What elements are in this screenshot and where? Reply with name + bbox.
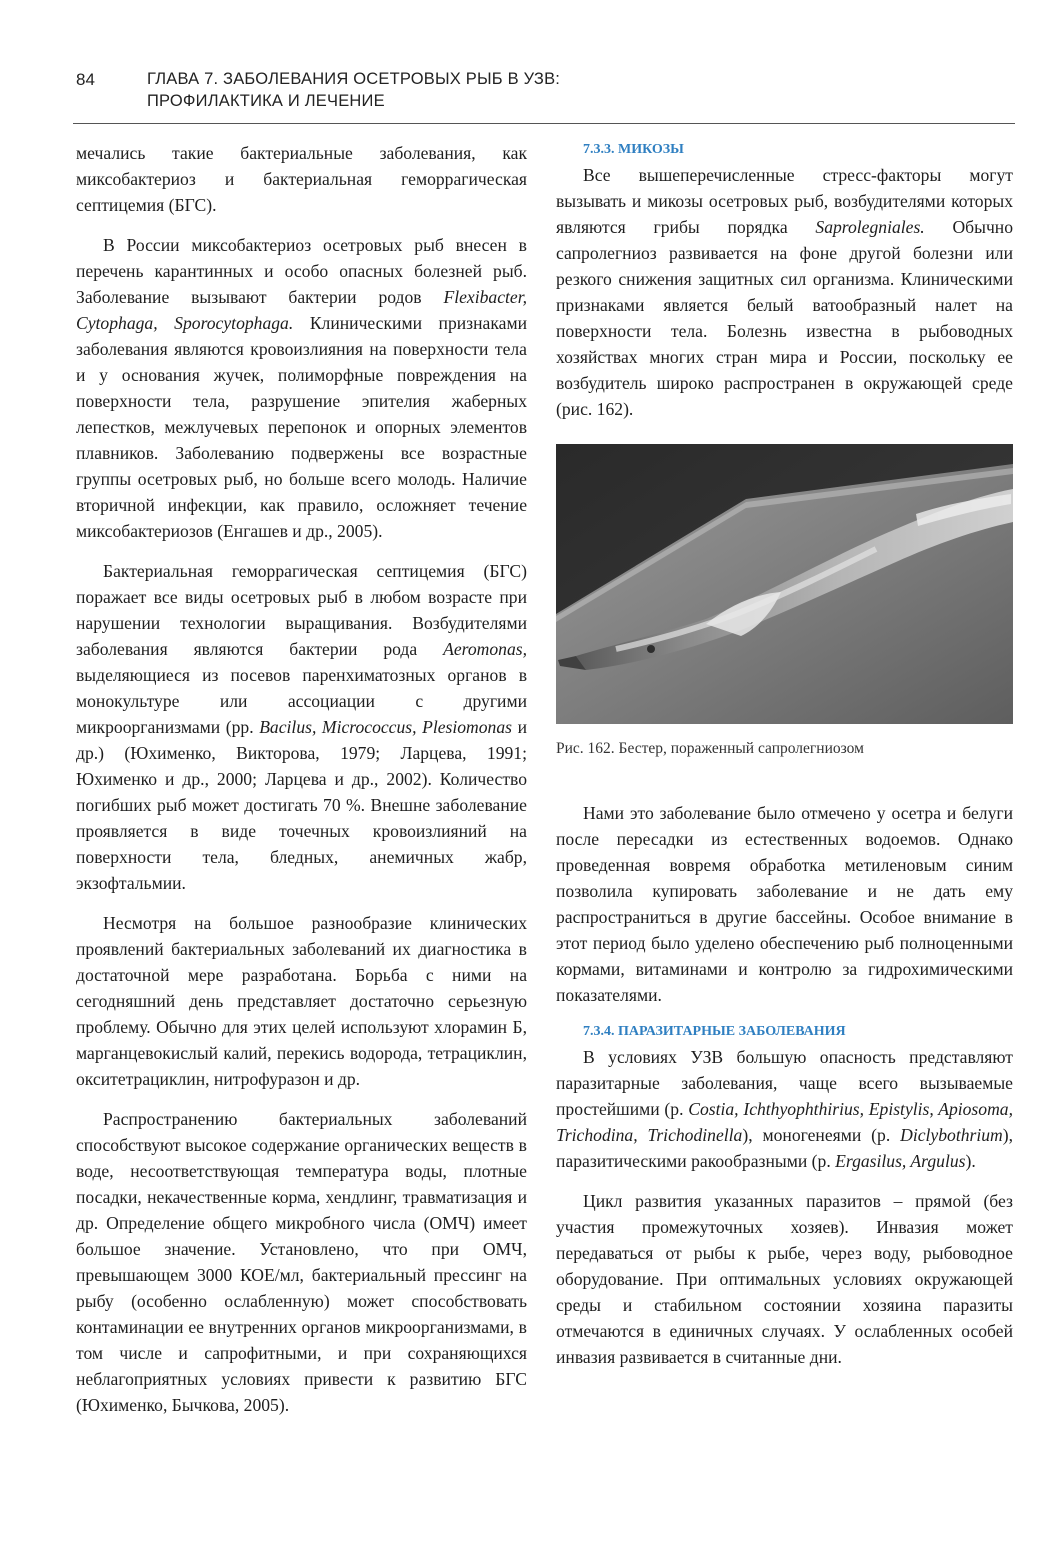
order-italic: Saprolegniales. <box>815 217 925 237</box>
section-heading-mycoses: 7.3.3. МИКОЗЫ <box>583 142 684 157</box>
paragraph-spread-factors: Распространению бактериальных заболеваний способствуют высокое содержание органических веществ в воде, несоответствующая температура воды, плотные посадки, некачественные корма, хендлинг, травматизация и др. Определение общего микробного числа (ОМЧ) имеет большое значение. Установлено, что при ОМЧ, превышающем 3000 КОЕ/мл, бактериальный прессинг на рыбу (особенно ослабленную) может способствовать контаминации ее внутренних органов микроорганизмами, в том числе и сапрофитными, и при сохраняющихся неблагоприятных условиях привести к развитию БГС (Юхименко, Бычкова, 2005). <box>76 1109 527 1415</box>
genera-italic: Bacilus, Micrococcus, Plesiomonas <box>259 717 513 737</box>
paragraph-bgs <box>76 558 527 896</box>
text-run: Все вышеперечисленные стресс-факторы могут вызывать и микозы осетровых рыб, возбудителями которых являются грибы порядка <box>556 165 1013 237</box>
page-header <box>0 0 1064 130</box>
text-run: и др.) (Юхименко, Викторова, 1979; Ларцева, 1991; Юхименко и др., 2000; Ларцева и др., 2002). Количество погибших рыб может достигать 70 %. Внешне заболевание проявляется в виде точечных кровоизлияний на поверхности тела, бледных, анемичных жабр, экзофтальмии. <box>76 717 527 893</box>
paragraph-diagnostics: Несмотря на большое разнообразие клинических проявлений бактериальных заболеваний их диагностика в достаточной мере разработана. Борьба с ними на сегодняшний день представляет достаточно серьезную проблему. Обычно для этих целей используют хлорамин Б, марганцевокислый калий, перекись водорода, тетрациклин, окситетрациклин, нитрофуразон и др. <box>76 913 527 1089</box>
text-run: ). <box>965 1151 976 1171</box>
page-number: 84 <box>76 70 95 89</box>
text-run: В России миксобактериоз осетровых рыб внесен в перечень карантинных и особо опасных болезней рыб. Заболевание вызывают бактерии родов <box>76 235 527 307</box>
text-run: Клиническими признаками заболевания являются кровоизлияния на поверхности тела и у основания жучек, полиморфные повреждения на поверхности тела, разрушение эпителия жаберных лепестков, межлучевых перепонок и опорных элементов плавников. Заболеванию подвержены все возрастные группы осетровых рыб, но больше всего молодь. Наличие вторичной инфекции, как правило, осложняет течение миксобактериозов (Енгашев и др., 2005). <box>76 313 527 541</box>
genera-italic: Flexibacter, Cytophaga, Sporocytophaga. <box>76 287 527 333</box>
chapter-title-line-2: ПРОФИЛАКТИКА И ЛЕЧЕНИЕ <box>147 92 385 110</box>
section-heading-parasitic: 7.3.4. ПАРАЗИТАРНЫЕ ЗАБОЛЕВАНИЯ <box>583 1024 846 1039</box>
text-run: В условиях УЗВ большую опасность представляют паразитарные заболевания, чаще всего вызываемые простейшими (р. <box>556 1047 1013 1119</box>
text-run: выделяющиеся из посевов паренхиматозных органов в монокультуре или ассоциации с другими микроорганизмами (рр. <box>76 665 527 737</box>
text-run: Обычно сапролегниоз развивается на фоне другой болезни или резкого снижения защитных сил организма. Клиническими признаками является белый ватообразный налет на поверхности тела. Болезнь известна в рыбоводных хозяйствах многих стран мира и России, поскольку ее возбудитель широко распространен в окружающей среде (рис. 162). <box>556 217 1014 419</box>
paragraph-mycoses <box>556 162 1013 422</box>
paragraph-parasite-cycle: Цикл развития указанных паразитов – прямой (без участия промежуточных хозяев). Инвазия может передаваться от рыбы к рыбе, через воду, рыбоводное оборудование. При оптимальных условиях окружающей среды и стабильном состоянии хозяина паразиты отмечаются в единичных случаях. У ослабленных особей инвазия развивается в считанные дни. <box>556 1191 1013 1367</box>
paragraph-parasitic <box>556 1044 1013 1174</box>
paragraph-myxobacteriosis-intro: мечались такие бактериальные заболевания, как миксобактериоз и бактериальная геморрагическая септицемия (БГС). <box>76 143 527 215</box>
chapter-title <box>147 68 747 112</box>
right-column <box>556 140 1013 1384</box>
figure-caption: Рис. 162. Бестер, пораженный сапролегниозом <box>556 740 864 757</box>
bester-fish-photo <box>556 444 1013 724</box>
header-rule <box>73 123 1015 124</box>
left-column <box>76 140 527 1432</box>
monogenea-italic: Diclybothrium <box>900 1125 1003 1145</box>
text-run: Бактериальная геморрагическая септицемия (БГС) поражает все виды осетровых рыб в любом возрасте при нарушении технологии выращивания. Возбудителями заболевания являются бактерии рода <box>76 561 527 659</box>
text-run: ), паразитическими ракообразными (р. <box>556 1125 1014 1171</box>
figure-photo-bester <box>556 444 1013 724</box>
chapter-title-line-1: ГЛАВА 7. ЗАБОЛЕВАНИЯ ОСЕТРОВЫХ РЫБ В УЗВ: <box>147 70 561 88</box>
crustaceans-italic: Ergasilus, Argulus <box>835 1151 966 1171</box>
genus-italic: Aeromonas, <box>443 639 527 659</box>
paragraph-myxobacteriosis <box>76 232 527 544</box>
paragraph-treatment: Нами это заболевание было отмечено у осетра и белуги после пересадки из естественных водоемов. Однако проведенная вовремя обработка метиленовым синим позволила купировать заболевание и не дать ему распространиться в другие бассейны. Особое внимание в этот период было уделено обеспечению рыб полноценными кормами, витаминами и контролю за гидрохимическими показателями. <box>556 803 1013 1005</box>
protists-italic: Costia, Ichthyophthirius, Epistylis, Apiosoma, Trichodina, Trichodinella <box>556 1099 1013 1145</box>
text-run: ), моногенеями (р. <box>742 1125 901 1145</box>
